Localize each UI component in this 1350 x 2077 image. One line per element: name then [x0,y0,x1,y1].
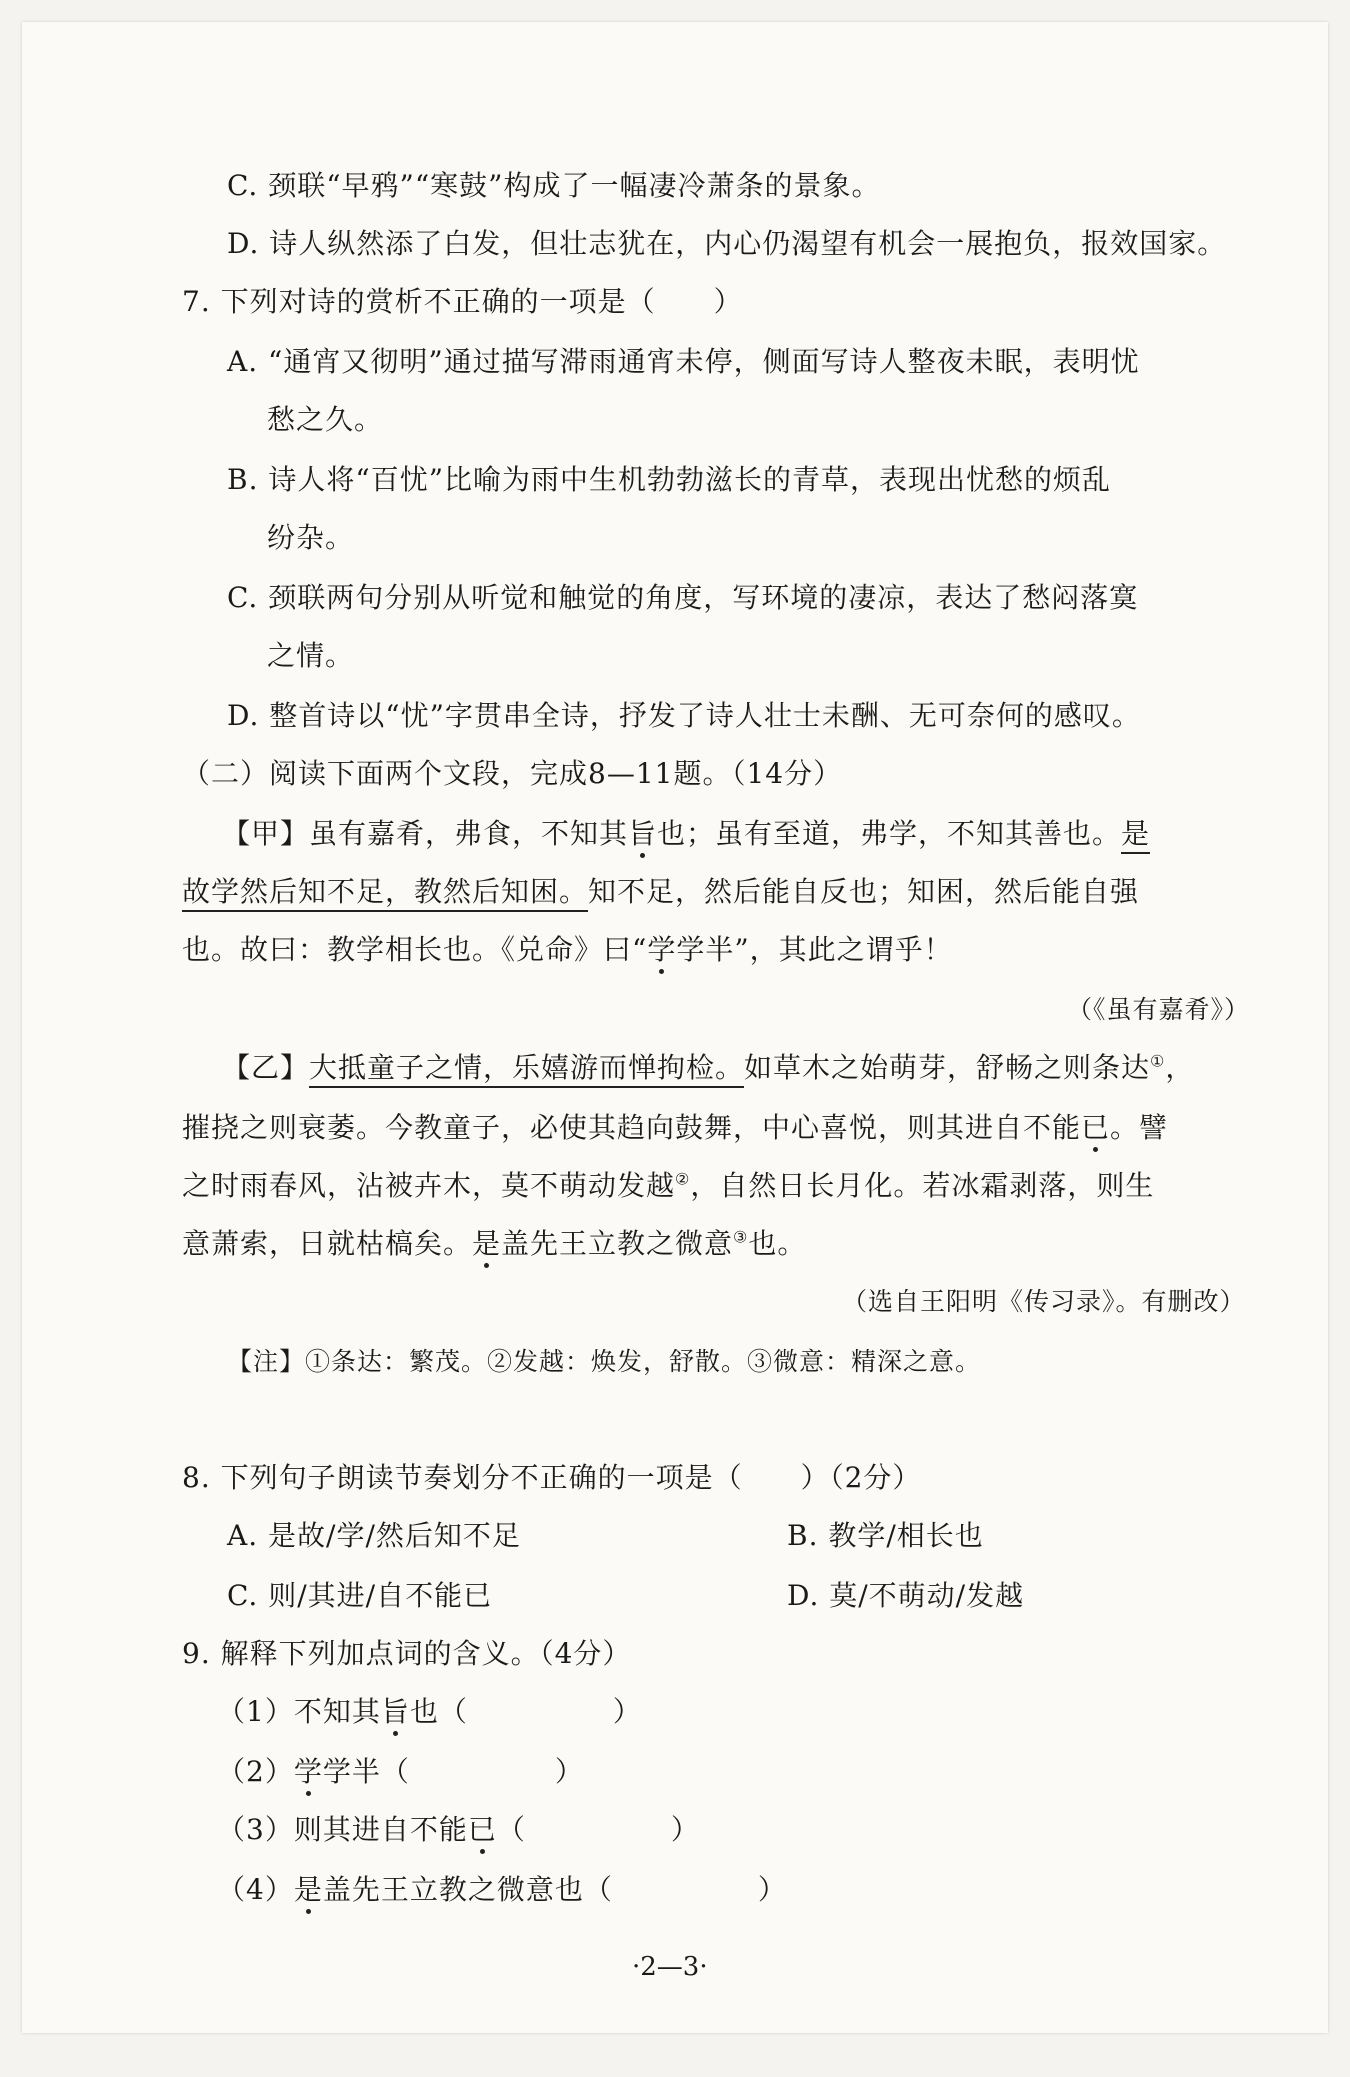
footnote-mark: ① [1150,1051,1166,1071]
q9-stem: 9. 解释下列加点词的含义。（4分） [182,1637,632,1670]
answer-blank: 学半（ ） [322,1755,584,1788]
q8-stem: 8. 下列句子朗读节奏划分不正确的一项是（ ）（2分） [182,1461,922,1494]
dotted-word: 是 [293,1873,323,1906]
text-span: 摧挠之则衰萎。今教童子，必使其趋向鼓舞，中心喜悦，则其进自不能 [182,1111,1082,1144]
text-span: 也。故曰：教学相长也。《兑命》曰“ [182,933,648,966]
dotted-word: 已 [467,1813,497,1846]
q9-item-3 [217,1812,700,1848]
q7-option-c-line2: 之情。 [267,639,355,672]
q8-option-b: B. 教学/相长也 [787,1519,984,1552]
text-span: 之时雨春风，沾被卉木，莫不萌动发越 [182,1169,676,1202]
dotted-word: 是 [472,1227,502,1260]
text-span: 盖先王立教之微意 [501,1227,734,1260]
q8-option-a: A. 是故/学/然后知不足 [227,1519,521,1552]
section2-title: （二）阅读下面两个文段，完成8—11题。（14分） [182,757,843,790]
q6-option-c: C. 颈联“早鸦”“寒鼓”构成了一幅凄冷萧条的景象。 [227,169,881,202]
text-span: 学半”，其此之谓乎！ [676,933,953,966]
passage-yi-line2 [182,1110,1168,1146]
passage-yi-line1 [222,1050,1194,1086]
q9-item-4 [217,1872,787,1908]
underlined-text: 大抵童子之情，乐嬉游而惮拘检。 [309,1051,744,1088]
text-span: ，自然日长月化。若冰霜剥落，则生 [690,1169,1155,1202]
text-span: 【乙】 [222,1051,310,1084]
text-span: 知不足，然后能自反也；知困，然后能自强 [588,875,1140,908]
passage-jia-line1 [222,816,1150,852]
q8-option-c: C. 则/其进/自不能已 [227,1579,493,1612]
q7-option-b-line1: B. 诗人将“百忧”比喻为雨中生机勃勃滋长的青草，表现出忧愁的烦乱 [227,463,1112,496]
text-span: 【甲】虽有嘉肴，弗食，不知其 [222,817,629,850]
q7-option-c-line1: C. 颈联两句分别从听觉和触觉的角度，写环境的凄凉，表达了愁闷落寞 [227,581,1139,614]
dotted-word: 学 [647,933,677,966]
text-span: （2） [217,1755,294,1788]
text-span: ， [1165,1051,1195,1084]
dotted-word: 旨 [380,1695,410,1728]
passage-jia-line2 [182,874,1139,910]
passage-jia-source: （《虽有嘉肴》） [1067,995,1251,1024]
q7-option-d: D. 整首诗以“忧”字贯串全诗，抒发了诗人壮士未酬、无可奈何的感叹。 [227,699,1141,732]
text-span: 也；虽有至道，弗学，不知其善也。 [657,817,1122,850]
underlined-text: 故学然后知不足，教然后知困。 [182,875,588,912]
q9-item-1 [217,1694,642,1730]
dotted-word: 已 [1081,1111,1111,1144]
exam-page [22,22,1328,2033]
q7-option-a-line1: A. “通宵又彻明”通过描写滞雨通宵未停，侧面写诗人整夜未眠，表明忧 [227,345,1140,378]
passage-notes: 【注】①条达：繁茂。②发越：焕发，舒散。③微意：精深之意。 [227,1347,982,1376]
footnote-mark: ③ [733,1227,749,1247]
text-span: （3）则其进自不能 [217,1813,468,1846]
text-span: 。譬 [1110,1111,1169,1144]
answer-blank: （ ） [496,1813,700,1846]
answer-blank: 也（ ） [409,1695,642,1728]
q9-item-2 [217,1754,584,1790]
passage-yi-line4 [182,1226,806,1262]
passage-jia-line3 [182,932,953,968]
text-span: 也。 [748,1227,807,1260]
dotted-word: 旨 [628,817,658,850]
text-span: （4） [217,1873,294,1906]
q7-stem: 7. 下列对诗的赏析不正确的一项是（ ） [182,285,743,318]
passage-yi-line3 [182,1168,1154,1204]
text-span: （1）不知其 [217,1695,381,1728]
q6-option-d: D. 诗人纵然添了白发，但壮志犹在，内心仍渴望有机会一展抱负，报效国家。 [227,227,1227,260]
q7-option-b-line2: 纷杂。 [267,521,355,554]
dotted-word: 学 [293,1755,323,1788]
page-number: ·2—3· [632,1952,708,1982]
q7-option-a-line2: 愁之久。 [267,403,384,436]
passage-yi-source: （选自王阳明《传习录》。有删改） [842,1287,1246,1316]
underlined-text: 是 [1121,817,1150,854]
answer-blank: 盖先王立教之微意也（ ） [322,1873,787,1906]
q8-option-d: D. 莫/不萌动/发越 [787,1579,1025,1612]
footnote-mark: ② [675,1169,691,1189]
text-span: 意萧索，日就枯槁矣。 [182,1227,473,1260]
text-span: 如草木之始萌芽，舒畅之则条达 [744,1051,1151,1084]
